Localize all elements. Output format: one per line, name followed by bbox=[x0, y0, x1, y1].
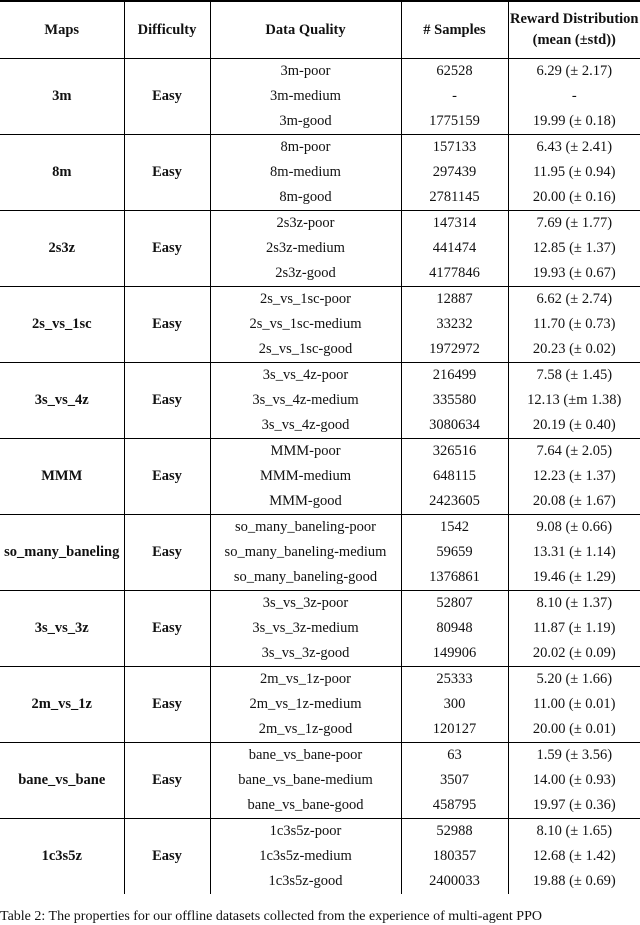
samples-cell: 2423605 bbox=[401, 489, 508, 515]
data-quality-cell: bane_vs_bane-poor bbox=[210, 743, 401, 769]
reward-cell: 14.00 (± 0.93) bbox=[508, 768, 640, 793]
difficulty-cell: Easy bbox=[124, 515, 210, 591]
samples-cell: 3507 bbox=[401, 768, 508, 793]
data-quality-cell: 3s_vs_3z-good bbox=[210, 641, 401, 667]
data-quality-cell: MMM-good bbox=[210, 489, 401, 515]
data-quality-cell: 2m_vs_1z-medium bbox=[210, 692, 401, 717]
table-row bbox=[0, 591, 640, 617]
reward-cell: 12.85 (± 1.37) bbox=[508, 236, 640, 261]
reward-cell: 6.62 (± 2.74) bbox=[508, 287, 640, 313]
data-quality-cell: 2m_vs_1z-poor bbox=[210, 667, 401, 693]
data-quality-cell: 3m-good bbox=[210, 109, 401, 135]
samples-cell: 1775159 bbox=[401, 109, 508, 135]
data-quality-cell: MMM-poor bbox=[210, 439, 401, 465]
data-quality-cell: 8m-poor bbox=[210, 135, 401, 161]
header-maps: Maps bbox=[0, 1, 124, 59]
reward-cell: 6.29 (± 2.17) bbox=[508, 59, 640, 85]
data-quality-cell: 2s_vs_1sc-good bbox=[210, 337, 401, 363]
samples-cell: 2400033 bbox=[401, 869, 508, 894]
samples-cell: 12887 bbox=[401, 287, 508, 313]
reward-cell: 8.10 (± 1.37) bbox=[508, 591, 640, 617]
table-body bbox=[0, 59, 640, 895]
reward-cell: 12.13 (±m 1.38) bbox=[508, 388, 640, 413]
map-name-cell: bane_vs_bane bbox=[0, 743, 124, 819]
reward-cell: 20.19 (± 0.40) bbox=[508, 413, 640, 439]
reward-cell: 19.93 (± 0.67) bbox=[508, 261, 640, 287]
data-quality-cell: 1c3s5z-good bbox=[210, 869, 401, 894]
reward-cell: 7.69 (± 1.77) bbox=[508, 211, 640, 237]
data-quality-cell: 2m_vs_1z-good bbox=[210, 717, 401, 743]
map-name-cell: so_many_baneling bbox=[0, 515, 124, 591]
data-quality-cell: 8m-medium bbox=[210, 160, 401, 185]
reward-cell: 12.68 (± 1.42) bbox=[508, 844, 640, 869]
data-quality-cell: 3s_vs_3z-medium bbox=[210, 616, 401, 641]
samples-cell: 441474 bbox=[401, 236, 508, 261]
difficulty-cell: Easy bbox=[124, 363, 210, 439]
map-name-cell: 3s_vs_3z bbox=[0, 591, 124, 667]
reward-cell: 11.95 (± 0.94) bbox=[508, 160, 640, 185]
reward-cell: 20.00 (± 0.16) bbox=[508, 185, 640, 211]
difficulty-cell: Easy bbox=[124, 59, 210, 135]
difficulty-cell: Easy bbox=[124, 211, 210, 287]
samples-cell: 157133 bbox=[401, 135, 508, 161]
table-row bbox=[0, 667, 640, 693]
reward-cell: 20.23 (± 0.02) bbox=[508, 337, 640, 363]
samples-cell: 120127 bbox=[401, 717, 508, 743]
data-quality-cell: 2s3z-poor bbox=[210, 211, 401, 237]
samples-cell: 33232 bbox=[401, 312, 508, 337]
data-quality-cell: so_many_baneling-good bbox=[210, 565, 401, 591]
samples-cell: 300 bbox=[401, 692, 508, 717]
reward-cell: 11.70 (± 0.73) bbox=[508, 312, 640, 337]
header-data-quality: Data Quality bbox=[210, 1, 401, 59]
reward-cell: 7.64 (± 2.05) bbox=[508, 439, 640, 465]
reward-cell: 5.20 (± 1.66) bbox=[508, 667, 640, 693]
samples-cell: 326516 bbox=[401, 439, 508, 465]
map-name-cell: 2m_vs_1z bbox=[0, 667, 124, 743]
samples-cell: 80948 bbox=[401, 616, 508, 641]
map-name-cell: 2s3z bbox=[0, 211, 124, 287]
reward-cell: - bbox=[508, 84, 640, 109]
header-row bbox=[0, 1, 640, 59]
data-quality-cell: 3s_vs_4z-good bbox=[210, 413, 401, 439]
table-caption: Table 2: The properties for our offline datasets collected from the experience of multi-agent PPO bbox=[0, 909, 542, 925]
difficulty-cell: Easy bbox=[124, 287, 210, 363]
data-quality-cell: 3s_vs_4z-medium bbox=[210, 388, 401, 413]
samples-cell: 3080634 bbox=[401, 413, 508, 439]
reward-cell: 20.00 (± 0.01) bbox=[508, 717, 640, 743]
reward-cell: 8.10 (± 1.65) bbox=[508, 819, 640, 845]
table-row bbox=[0, 363, 640, 389]
data-quality-cell: 3s_vs_4z-poor bbox=[210, 363, 401, 389]
samples-cell: 149906 bbox=[401, 641, 508, 667]
data-quality-cell: so_many_baneling-medium bbox=[210, 540, 401, 565]
samples-cell: 1972972 bbox=[401, 337, 508, 363]
difficulty-cell: Easy bbox=[124, 819, 210, 895]
data-quality-cell: 2s_vs_1sc-medium bbox=[210, 312, 401, 337]
samples-cell: 63 bbox=[401, 743, 508, 769]
table-row bbox=[0, 211, 640, 237]
map-name-cell: 3s_vs_4z bbox=[0, 363, 124, 439]
header-reward bbox=[508, 1, 640, 59]
samples-cell: 4177846 bbox=[401, 261, 508, 287]
table-row bbox=[0, 439, 640, 465]
header-difficulty: Difficulty bbox=[124, 1, 210, 59]
samples-cell: 59659 bbox=[401, 540, 508, 565]
difficulty-cell: Easy bbox=[124, 591, 210, 667]
reward-cell: 19.88 (± 0.69) bbox=[508, 869, 640, 894]
difficulty-cell: Easy bbox=[124, 743, 210, 819]
data-quality-cell: bane_vs_bane-medium bbox=[210, 768, 401, 793]
samples-cell: 335580 bbox=[401, 388, 508, 413]
data-quality-cell: 2s_vs_1sc-poor bbox=[210, 287, 401, 313]
difficulty-cell: Easy bbox=[124, 439, 210, 515]
reward-cell: 12.23 (± 1.37) bbox=[508, 464, 640, 489]
data-quality-cell: MMM-medium bbox=[210, 464, 401, 489]
samples-cell: 62528 bbox=[401, 59, 508, 85]
map-name-cell: 2s_vs_1sc bbox=[0, 287, 124, 363]
samples-cell: 216499 bbox=[401, 363, 508, 389]
table-row bbox=[0, 59, 640, 85]
reward-cell: 20.08 (± 1.67) bbox=[508, 489, 640, 515]
samples-cell: 147314 bbox=[401, 211, 508, 237]
data-quality-cell: 2s3z-good bbox=[210, 261, 401, 287]
samples-cell: 458795 bbox=[401, 793, 508, 819]
data-quality-cell: 3m-poor bbox=[210, 59, 401, 85]
map-name-cell: 8m bbox=[0, 135, 124, 211]
reward-cell: 19.99 (± 0.18) bbox=[508, 109, 640, 135]
samples-cell: 180357 bbox=[401, 844, 508, 869]
table-row bbox=[0, 135, 640, 161]
samples-cell: 2781145 bbox=[401, 185, 508, 211]
samples-cell: 52807 bbox=[401, 591, 508, 617]
samples-cell: 25333 bbox=[401, 667, 508, 693]
table-row bbox=[0, 819, 640, 845]
header-reward-line2: (mean (±std)) bbox=[509, 30, 640, 51]
samples-cell: 1542 bbox=[401, 515, 508, 541]
samples-cell: 648115 bbox=[401, 464, 508, 489]
reward-cell: 9.08 (± 0.66) bbox=[508, 515, 640, 541]
reward-cell: 20.02 (± 0.09) bbox=[508, 641, 640, 667]
data-quality-cell: 3s_vs_3z-poor bbox=[210, 591, 401, 617]
reward-cell: 1.59 (± 3.56) bbox=[508, 743, 640, 769]
difficulty-cell: Easy bbox=[124, 135, 210, 211]
reward-cell: 11.00 (± 0.01) bbox=[508, 692, 640, 717]
reward-cell: 19.97 (± 0.36) bbox=[508, 793, 640, 819]
reward-cell: 19.46 (± 1.29) bbox=[508, 565, 640, 591]
reward-cell: 13.31 (± 1.14) bbox=[508, 540, 640, 565]
reward-cell: 6.43 (± 2.41) bbox=[508, 135, 640, 161]
reward-cell: 11.87 (± 1.19) bbox=[508, 616, 640, 641]
map-name-cell: 1c3s5z bbox=[0, 819, 124, 895]
map-name-cell: MMM bbox=[0, 439, 124, 515]
data-quality-cell: 8m-good bbox=[210, 185, 401, 211]
difficulty-cell: Easy bbox=[124, 667, 210, 743]
data-quality-cell: 1c3s5z-poor bbox=[210, 819, 401, 845]
samples-cell: 1376861 bbox=[401, 565, 508, 591]
samples-cell: 297439 bbox=[401, 160, 508, 185]
data-quality-cell: 3m-medium bbox=[210, 84, 401, 109]
samples-cell: - bbox=[401, 84, 508, 109]
data-quality-cell: 1c3s5z-medium bbox=[210, 844, 401, 869]
table-row bbox=[0, 287, 640, 313]
data-quality-cell: so_many_baneling-poor bbox=[210, 515, 401, 541]
samples-cell: 52988 bbox=[401, 819, 508, 845]
data-quality-cell: 2s3z-medium bbox=[210, 236, 401, 261]
reward-cell: 7.58 (± 1.45) bbox=[508, 363, 640, 389]
header-reward-line1: Reward Distribution bbox=[509, 9, 640, 30]
data-quality-cell: bane_vs_bane-good bbox=[210, 793, 401, 819]
table-row bbox=[0, 743, 640, 769]
table-row bbox=[0, 515, 640, 541]
header-samples: # Samples bbox=[401, 1, 508, 59]
map-name-cell: 3m bbox=[0, 59, 124, 135]
